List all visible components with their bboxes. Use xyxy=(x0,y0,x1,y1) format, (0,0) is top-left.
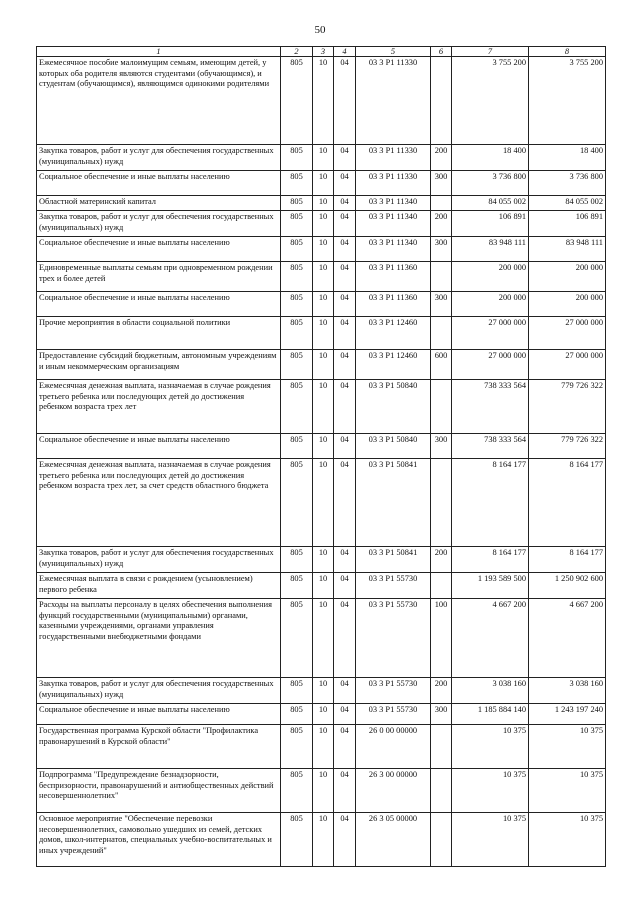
subsection-code: 04 xyxy=(334,171,356,196)
item-name: Государственная программа Курской области "Профилактика правонарушений в Курской области" xyxy=(37,725,281,769)
subsection-code: 04 xyxy=(334,196,356,211)
target-article-code: 26 3 05 00000 xyxy=(356,813,431,867)
table-row xyxy=(37,459,606,547)
amount-year-2: 27 000 000 xyxy=(529,350,606,380)
ministry-code: 805 xyxy=(281,317,313,350)
section-code: 10 xyxy=(313,262,334,292)
section-code: 10 xyxy=(313,769,334,813)
target-article-code: 03 3 P1 50840 xyxy=(356,380,431,434)
table-row xyxy=(37,434,606,459)
amount-year-1: 1 185 884 140 xyxy=(452,704,529,725)
target-article-code: 03 3 P1 12460 xyxy=(356,350,431,380)
item-name: Закупка товаров, работ и услуг для обеспечения государственных (муниципальных) нужд xyxy=(37,678,281,704)
section-code: 10 xyxy=(313,237,334,262)
table-row xyxy=(37,769,606,813)
table-row xyxy=(37,317,606,350)
table-row xyxy=(37,196,606,211)
amount-year-1: 10 375 xyxy=(452,725,529,769)
subsection-code: 04 xyxy=(334,211,356,237)
item-name: Областной материнский капитал xyxy=(37,196,281,211)
amount-year-1: 84 055 002 xyxy=(452,196,529,211)
expense-type-code xyxy=(431,769,452,813)
target-article-code: 03 3 P1 11340 xyxy=(356,196,431,211)
amount-year-2: 779 726 322 xyxy=(529,380,606,434)
section-code: 10 xyxy=(313,350,334,380)
amount-year-2: 84 055 002 xyxy=(529,196,606,211)
amount-year-1: 27 000 000 xyxy=(452,317,529,350)
expense-type-code: 300 xyxy=(431,237,452,262)
item-name: Предоставление субсидий бюджетным, автономным учреждениям и иным некоммерческим организациям xyxy=(37,350,281,380)
section-code: 10 xyxy=(313,171,334,196)
target-article-code: 03 3 P1 11360 xyxy=(356,292,431,317)
amount-year-2: 27 000 000 xyxy=(529,317,606,350)
page-number: 50 xyxy=(314,24,326,36)
table-row xyxy=(37,678,606,704)
target-article-code: 03 3 P1 50840 xyxy=(356,434,431,459)
ministry-code: 805 xyxy=(281,57,313,145)
item-name: Социальное обеспечение и иные выплаты населению xyxy=(37,704,281,725)
item-name: Расходы на выплаты персоналу в целях обеспечения выполнения функций государственными (муниципальными) органами, казенными учреждениями, органами управления государственными внебюджетными фондами xyxy=(37,599,281,678)
subsection-code: 04 xyxy=(334,459,356,547)
expense-type-code: 300 xyxy=(431,171,452,196)
table-row xyxy=(37,704,606,725)
subsection-code: 04 xyxy=(334,145,356,171)
target-article-code: 03 3 P1 11330 xyxy=(356,171,431,196)
section-code: 10 xyxy=(313,57,334,145)
target-article-code: 03 3 P1 11330 xyxy=(356,57,431,145)
target-article-code: 03 3 P1 11360 xyxy=(356,262,431,292)
amount-year-2: 4 667 200 xyxy=(529,599,606,678)
section-code: 10 xyxy=(313,317,334,350)
expense-type-code: 200 xyxy=(431,145,452,171)
subsection-code: 04 xyxy=(334,573,356,599)
ministry-code: 805 xyxy=(281,237,313,262)
section-code: 10 xyxy=(313,573,334,599)
item-name: Закупка товаров, работ и услуг для обеспечения государственных (муниципальных) нужд xyxy=(37,145,281,171)
subsection-code: 04 xyxy=(334,678,356,704)
table-row xyxy=(37,547,606,573)
amount-year-2: 200 000 xyxy=(529,292,606,317)
section-code: 10 xyxy=(313,196,334,211)
amount-year-1: 200 000 xyxy=(452,262,529,292)
ministry-code: 805 xyxy=(281,145,313,171)
table-row xyxy=(37,725,606,769)
amount-year-1: 4 667 200 xyxy=(452,599,529,678)
subsection-code: 04 xyxy=(334,262,356,292)
item-name: Социальное обеспечение и иные выплаты населению xyxy=(37,237,281,262)
table-header-row xyxy=(37,47,606,57)
amount-year-1: 1 193 589 500 xyxy=(452,573,529,599)
section-code: 10 xyxy=(313,380,334,434)
table-row xyxy=(37,237,606,262)
expense-type-code: 600 xyxy=(431,350,452,380)
subsection-code: 04 xyxy=(334,704,356,725)
item-name: Прочие мероприятия в области социальной политики xyxy=(37,317,281,350)
expense-type-code xyxy=(431,262,452,292)
expense-type-code: 200 xyxy=(431,547,452,573)
amount-year-2: 1 243 197 240 xyxy=(529,704,606,725)
section-code: 10 xyxy=(313,292,334,317)
table-row xyxy=(37,262,606,292)
ministry-code: 805 xyxy=(281,434,313,459)
subsection-code: 04 xyxy=(334,57,356,145)
item-name: Социальное обеспечение и иные выплаты населению xyxy=(37,292,281,317)
section-code: 10 xyxy=(313,211,334,237)
target-article-code: 26 3 00 00000 xyxy=(356,769,431,813)
subsection-code: 04 xyxy=(334,317,356,350)
item-name: Закупка товаров, работ и услуг для обеспечения государственных (муниципальных) нужд xyxy=(37,547,281,573)
amount-year-1: 18 400 xyxy=(452,145,529,171)
section-code: 10 xyxy=(313,434,334,459)
table-row xyxy=(37,599,606,678)
column-header: 2 xyxy=(281,47,313,57)
expense-type-code: 300 xyxy=(431,292,452,317)
ministry-code: 805 xyxy=(281,171,313,196)
amount-year-2: 3 755 200 xyxy=(529,57,606,145)
expense-type-code xyxy=(431,725,452,769)
amount-year-1: 10 375 xyxy=(452,769,529,813)
amount-year-1: 200 000 xyxy=(452,292,529,317)
table-row xyxy=(37,813,606,867)
subsection-code: 04 xyxy=(334,434,356,459)
ministry-code: 805 xyxy=(281,547,313,573)
amount-year-1: 10 375 xyxy=(452,813,529,867)
column-header: 4 xyxy=(334,47,356,57)
amount-year-2: 8 164 177 xyxy=(529,459,606,547)
ministry-code: 805 xyxy=(281,380,313,434)
expense-type-code xyxy=(431,196,452,211)
item-name: Ежемесячное пособие малоимущим семьям, имеющим детей, у которых оба родителя являются студентами (обучающимся), и студентам (обучающимся), являющимся одинокими родителями xyxy=(37,57,281,145)
subsection-code: 04 xyxy=(334,350,356,380)
expense-type-code: 300 xyxy=(431,704,452,725)
ministry-code: 805 xyxy=(281,599,313,678)
amount-year-2: 3 736 800 xyxy=(529,171,606,196)
amount-year-2: 18 400 xyxy=(529,145,606,171)
subsection-code: 04 xyxy=(334,380,356,434)
subsection-code: 04 xyxy=(334,769,356,813)
expense-type-code xyxy=(431,573,452,599)
table-row xyxy=(37,211,606,237)
ministry-code: 805 xyxy=(281,704,313,725)
item-name: Подпрограмма "Предупреждение безнадзорности, беспризорности, правонарушений и антиобщественных действий несовершеннолетних" xyxy=(37,769,281,813)
target-article-code: 03 3 P1 11340 xyxy=(356,237,431,262)
subsection-code: 04 xyxy=(334,292,356,317)
expense-type-code xyxy=(431,57,452,145)
expense-type-code xyxy=(431,380,452,434)
expense-type-code: 300 xyxy=(431,434,452,459)
target-article-code: 03 3 P1 50841 xyxy=(356,547,431,573)
ministry-code: 805 xyxy=(281,573,313,599)
item-name: Единовременные выплаты семьям при одновременном рождении трех и более детей xyxy=(37,262,281,292)
section-code: 10 xyxy=(313,678,334,704)
item-name: Социальное обеспечение и иные выплаты населению xyxy=(37,171,281,196)
amount-year-1: 83 948 111 xyxy=(452,237,529,262)
amount-year-2: 10 375 xyxy=(529,769,606,813)
subsection-code: 04 xyxy=(334,547,356,573)
table-row xyxy=(37,145,606,171)
expense-type-code xyxy=(431,459,452,547)
column-header: 8 xyxy=(529,47,606,57)
item-name: Основное мероприятие "Обеспечение перевозки несовершеннолетних, самовольно ушедших из семей, детских домов, школ-интернатов, специальных учебно-воспитательных и иных учреждений" xyxy=(37,813,281,867)
amount-year-1: 8 164 177 xyxy=(452,459,529,547)
amount-year-2: 3 038 160 xyxy=(529,678,606,704)
target-article-code: 03 3 P1 55730 xyxy=(356,573,431,599)
section-code: 10 xyxy=(313,725,334,769)
table-row xyxy=(37,171,606,196)
ministry-code: 805 xyxy=(281,292,313,317)
column-header: 6 xyxy=(431,47,452,57)
ministry-code: 805 xyxy=(281,813,313,867)
amount-year-1: 738 333 564 xyxy=(452,380,529,434)
item-name: Ежемесячная денежная выплата, назначаемая в случае рождения третьего ребенка или последующих детей до достижения ребенком возраста трех лет, за счет средств областного бюджета xyxy=(37,459,281,547)
section-code: 10 xyxy=(313,145,334,171)
table-row xyxy=(37,380,606,434)
amount-year-1: 3 755 200 xyxy=(452,57,529,145)
item-name: Ежемесячная денежная выплата, назначаемая в случае рождения третьего ребенка или последующих детей до достижения ребенком возраста трех лет xyxy=(37,380,281,434)
expense-type-code xyxy=(431,317,452,350)
amount-year-1: 738 333 564 xyxy=(452,434,529,459)
column-header: 3 xyxy=(313,47,334,57)
table-row xyxy=(37,573,606,599)
ministry-code: 805 xyxy=(281,211,313,237)
target-article-code: 03 3 P1 55730 xyxy=(356,678,431,704)
target-article-code: 03 3 P1 55730 xyxy=(356,704,431,725)
budget-table xyxy=(36,46,606,867)
section-code: 10 xyxy=(313,547,334,573)
target-article-code: 03 3 P1 50841 xyxy=(356,459,431,547)
table-row xyxy=(37,350,606,380)
target-article-code: 03 3 P1 12460 xyxy=(356,317,431,350)
amount-year-1: 27 000 000 xyxy=(452,350,529,380)
subsection-code: 04 xyxy=(334,599,356,678)
target-article-code: 03 3 P1 55730 xyxy=(356,599,431,678)
ministry-code: 805 xyxy=(281,262,313,292)
target-article-code: 26 0 00 00000 xyxy=(356,725,431,769)
amount-year-2: 10 375 xyxy=(529,813,606,867)
target-article-code: 03 3 P1 11340 xyxy=(356,211,431,237)
amount-year-2: 200 000 xyxy=(529,262,606,292)
amount-year-1: 8 164 177 xyxy=(452,547,529,573)
item-name: Закупка товаров, работ и услуг для обеспечения государственных (муниципальных) нужд xyxy=(37,211,281,237)
amount-year-1: 106 891 xyxy=(452,211,529,237)
ministry-code: 805 xyxy=(281,196,313,211)
table-row xyxy=(37,292,606,317)
ministry-code: 805 xyxy=(281,769,313,813)
table-row xyxy=(37,57,606,145)
amount-year-2: 779 726 322 xyxy=(529,434,606,459)
amount-year-2: 10 375 xyxy=(529,725,606,769)
expense-type-code: 200 xyxy=(431,211,452,237)
subsection-code: 04 xyxy=(334,725,356,769)
ministry-code: 805 xyxy=(281,459,313,547)
subsection-code: 04 xyxy=(334,237,356,262)
expense-type-code: 100 xyxy=(431,599,452,678)
ministry-code: 805 xyxy=(281,350,313,380)
amount-year-1: 3 736 800 xyxy=(452,171,529,196)
ministry-code: 805 xyxy=(281,678,313,704)
column-header: 5 xyxy=(356,47,431,57)
item-name: Социальное обеспечение и иные выплаты населению xyxy=(37,434,281,459)
amount-year-2: 1 250 902 600 xyxy=(529,573,606,599)
column-header: 1 xyxy=(37,47,281,57)
column-header: 7 xyxy=(452,47,529,57)
amount-year-2: 106 891 xyxy=(529,211,606,237)
ministry-code: 805 xyxy=(281,725,313,769)
amount-year-1: 3 038 160 xyxy=(452,678,529,704)
section-code: 10 xyxy=(313,599,334,678)
subsection-code: 04 xyxy=(334,813,356,867)
expense-type-code xyxy=(431,813,452,867)
section-code: 10 xyxy=(313,704,334,725)
amount-year-2: 8 164 177 xyxy=(529,547,606,573)
item-name: Ежемесячная выплата в связи с рождением (усыновлением) первого ребенка xyxy=(37,573,281,599)
expense-type-code: 200 xyxy=(431,678,452,704)
section-code: 10 xyxy=(313,813,334,867)
amount-year-2: 83 948 111 xyxy=(529,237,606,262)
section-code: 10 xyxy=(313,459,334,547)
target-article-code: 03 3 P1 11330 xyxy=(356,145,431,171)
